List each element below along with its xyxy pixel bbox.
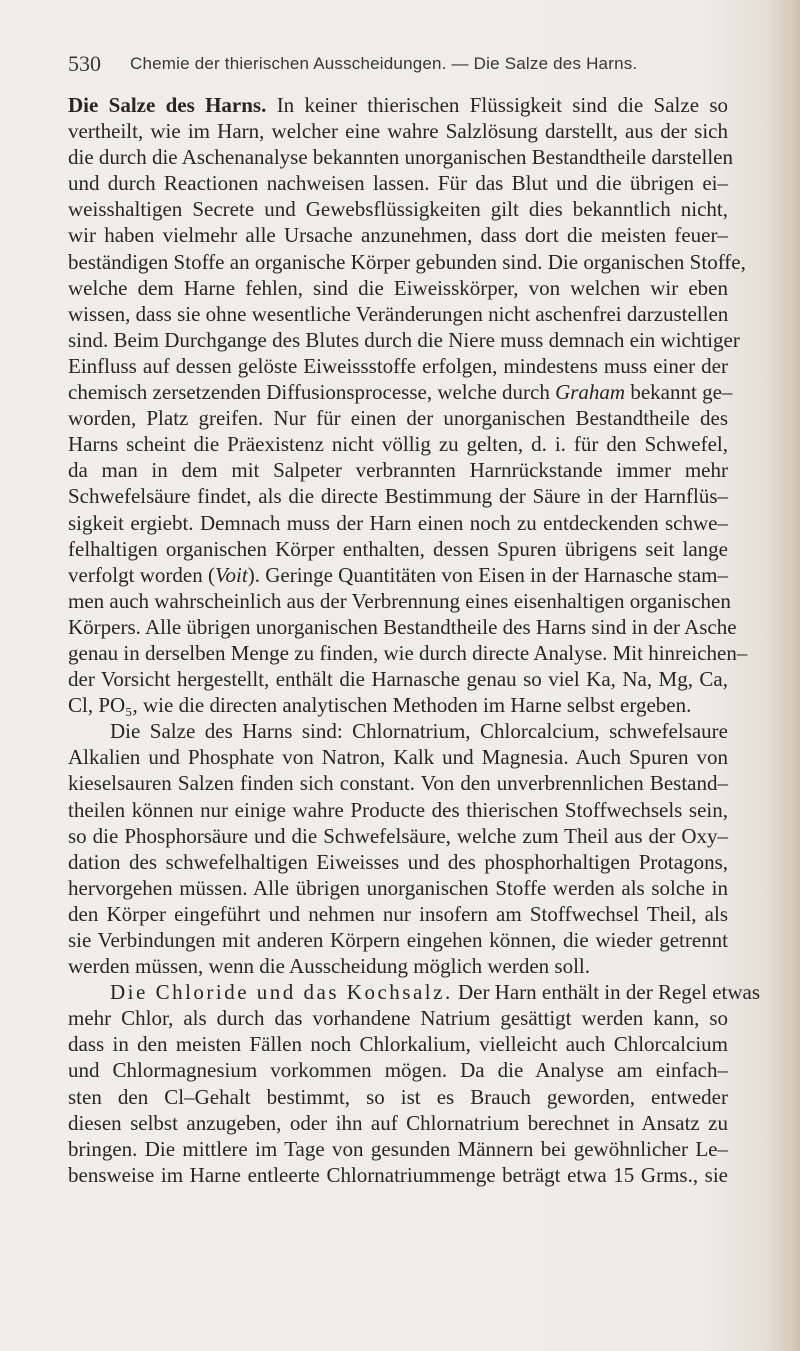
text-line [68,457,728,483]
text-line [68,510,728,536]
text-line [68,483,728,509]
text-line [68,379,733,405]
text-segment: felhaltigen organischen Körper enthalten, dessen Spuren übrigens seit lange [68,536,728,561]
text-segment: theilen können nur einige wahre Producte des thierischen Stoffwechsels sein, [68,797,728,822]
text-segment: bringen. Die mittlere im Tage von gesunden Männern bei gewöhnlicher Le– [68,1136,728,1161]
text-line [68,1136,728,1162]
text-segment: worden, Platz greifen. Nur für einen der unorganischen Bestandtheile des [68,406,728,431]
text-line [68,144,733,170]
text-line [68,196,728,222]
text-line [68,797,728,823]
page-number: 530 [68,51,101,76]
text-line [68,588,731,614]
text-segment: und Chlormagnesium vorkommen mögen. Da die Analyse am einfach– [68,1058,728,1083]
text-segment: beständigen Stoffe an organische Körper gebunden sind. Die organischen Stoffe, [68,249,746,274]
text-segment: men auch wahrscheinlich aus der Verbrennung eines eisenhaltigen organischen [68,588,731,613]
text-line [68,170,728,196]
text-line [68,1031,728,1057]
text-segment: vertheilt, wie im Harn, welcher eine wahre Salzlösung darstellt, aus der sich [68,119,728,144]
text-line [68,275,728,301]
text-segment: welche dem Harne fehlen, sind die Eiweisskörper, von welchen wir eben [68,275,728,300]
text-segment: sind. Beim Durchgange des Blutes durch die Niere muss demnach ein wichtiger [68,327,740,352]
page-edge-shadow [782,0,800,1351]
text-segment: mehr Chlor, als durch das vorhandene Natrium gesättigt werden kann, so [68,1006,728,1031]
text-line [68,718,728,744]
text-line [68,1005,728,1031]
text-line [68,353,728,379]
text-segment: wissen, dass sie ohne wesentliche Veränderungen nicht aschenfrei darzustellen [68,301,729,326]
text-line [68,1084,728,1110]
text-line [68,614,737,640]
text-line [68,901,728,927]
text-segment: den Körper eingeführt und nehmen nur insofern am Stoffwechsel Theil, als [68,901,728,926]
text-segment: Der Harn enthält in der Regel etwas [452,980,761,1005]
text-line [68,301,728,327]
text-segment: so die Phosphorsäure und die Schwefelsäure, welche zum Theil aus der Oxy– [68,823,728,848]
text-segment: sigkeit ergiebt. Demnach muss der Harn einen noch zu entdeckenden schwe– [68,510,728,535]
text-segment: dation des schwefelhaltigen Eiweisses und des phosphorhaltigen Protagons, [68,849,728,874]
text-segment: der Vorsicht hergestellt, enthält die Harnasche genau so viel Ka, Na, Mg, Ca, [68,667,728,692]
text-line [68,849,728,875]
text-line [68,1110,728,1136]
section-heading-spaced: Die Chloride und das Kochsalz. [110,980,453,1005]
text-segment: Cl, PO₅, wie die directen analytischen Methoden im Harne selbst ergeben. [68,693,692,718]
text-segment: Einfluss auf dessen gelöste Eiweissstoffe erfolgen, mindestens muss einer der [68,353,728,378]
text-line [68,666,728,692]
text-line [68,953,728,979]
text-line [68,1162,728,1188]
text-line [68,536,728,562]
text-line [68,823,728,849]
text-line [68,222,728,248]
text-segment: Körpers. Alle übrigen unorganischen Bestandtheile des Harns sind in der Asche [68,614,737,639]
text-segment: diesen selbst anzugeben, oder ihn auf Chlornatrium berechnet in Ansatz zu [68,1110,728,1135]
text-line [68,875,728,901]
text-line [68,249,746,275]
text-segment: chemisch zersetzenden Diffusionsprocesse, welche durch [68,380,556,405]
text-line [68,562,728,588]
text-segment: Alkalien und Phosphate von Natron, Kalk und Magnesia. Auch Spuren von [68,745,728,770]
text-segment: Die Salze des Harns sind: Chlornatrium, Chlorcalcium, schwefelsaure [110,719,728,744]
text-line [68,692,728,718]
text-line [68,744,728,770]
text-line [68,327,740,353]
text-line [68,927,728,953]
text-segment: verfolgt worden ( [68,562,216,587]
text-segment: da man in dem mit Salpeter verbrannten Harnrückstande immer mehr [68,458,728,483]
text-segment: die durch die Aschenanalyse bekannten unorganischen Bestandtheile darstellen [68,145,733,170]
text-segment: bensweise im Harne entleerte Chlornatriummenge beträgt etwa 15 Grms., sie [68,1162,728,1187]
page-header [68,49,708,79]
text-line [68,640,748,666]
author-name: Graham [555,380,626,405]
text-segment: ). Geringe Quantitäten von Eisen in der Harnasche stam– [247,562,728,587]
text-segment: wir haben vielmehr alle Ursache anzunehmen, dass dort die meisten feuer– [68,223,728,248]
body-text [68,92,761,1188]
text-segment: hervorgehen müssen. Alle übrigen unorganischen Stoffe werden als solche in [68,875,728,900]
author-name: Voit [215,562,248,587]
text-segment: weisshaltigen Secrete und Gewebsflüssigkeiten gilt dies bekanntlich nicht, [68,197,728,222]
section-heading: Die Salze des Harns. [68,93,267,117]
text-segment: werden müssen, wenn die Ausscheidung möglich werden soll. [68,954,590,979]
text-line [68,1057,728,1083]
text-line [68,979,761,1005]
text-line [68,770,728,796]
text-segment: bekannt ge– [625,380,733,405]
text-line [68,92,728,118]
text-segment: und durch Reactionen nachweisen lassen. Für das Blut und die übrigen ei– [68,171,728,196]
text-segment: Harns scheint die Präexistenz nicht völlig zu gelten, d. i. für den Schwefel, [68,432,728,457]
text-segment: dass in den meisten Fällen noch Chlorkalium, vielleicht auch Chlorcalcium [68,1032,728,1057]
text-line [68,431,728,457]
running-title: Chemie der thierischen Ausscheidungen. — Die Salze des Harns. [130,54,638,73]
text-segment: sie Verbindungen mit anderen Körpern eingehen können, die wieder getrennt [68,928,728,952]
text-line [68,118,728,144]
text-line [68,405,728,431]
text-segment: sten den Cl–Gehalt bestimmt, so ist es Brauch geworden, entweder [68,1084,728,1109]
text-segment: Schwefelsäure findet, als die directe Bestimmung der Säure in der Harnflüs– [68,484,728,509]
text-segment: kieselsauren Salzen finden sich constant. Von den unverbrennlichen Bestand– [68,771,728,796]
text-segment: genau in derselben Menge zu finden, wie durch directe Analyse. Mit hinreichen– [68,640,748,665]
text-segment: In keiner thierischen Flüssigkeit sind die Salze so [266,93,729,117]
